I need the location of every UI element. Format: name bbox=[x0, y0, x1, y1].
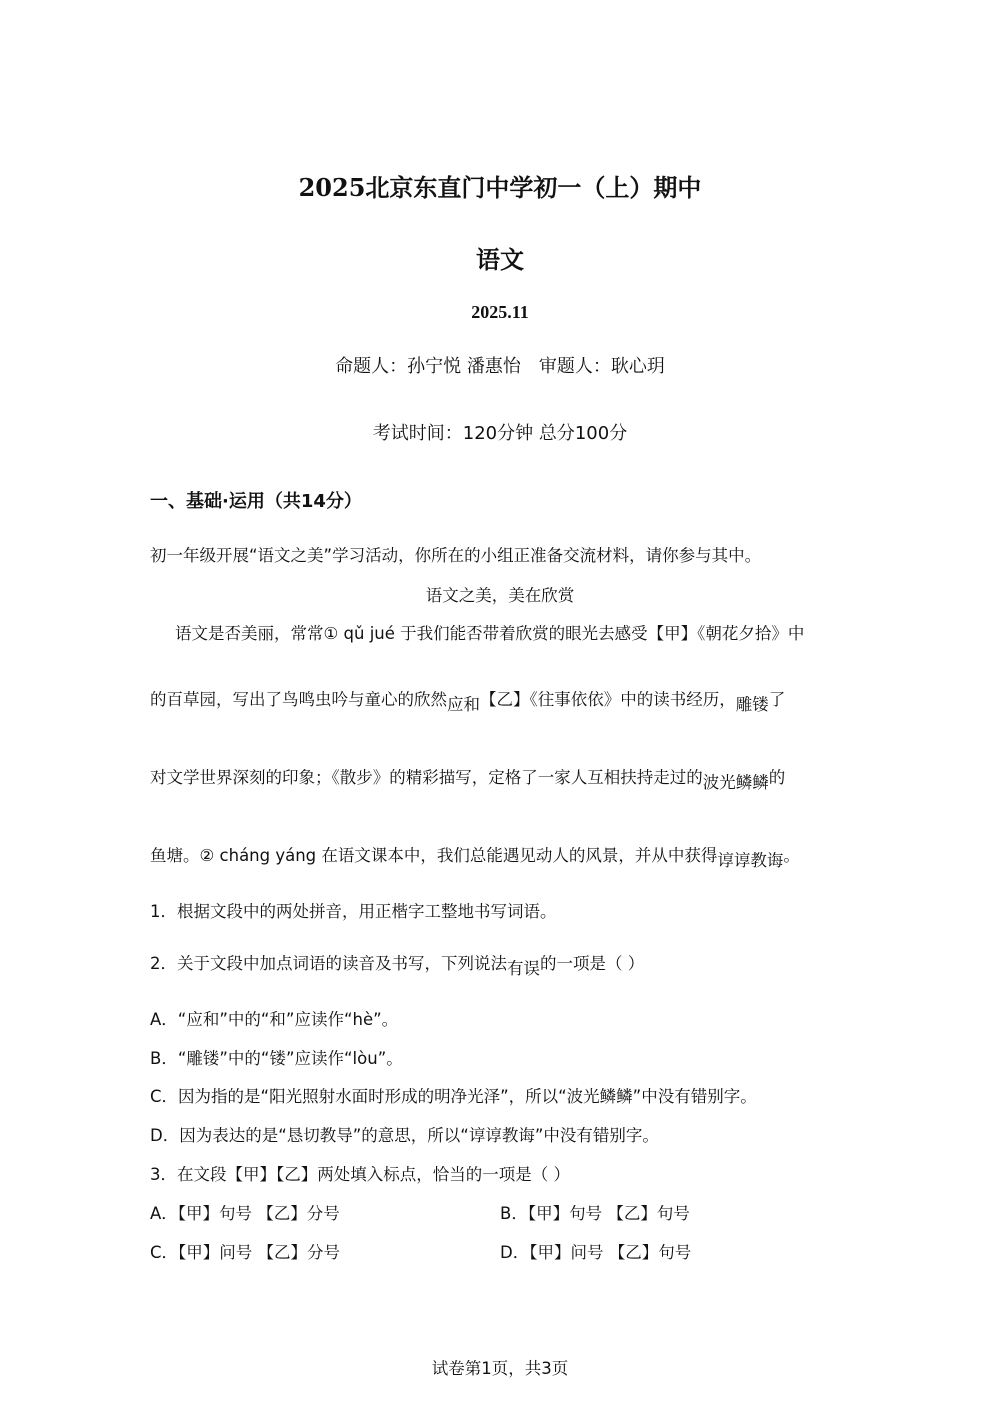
q3-option-b: B．【甲】句号 【乙】句号 bbox=[500, 1204, 690, 1223]
q3-option-a: A．【甲】句号 【乙】分号 bbox=[150, 1204, 340, 1223]
question-text: 的一项是（ ） bbox=[540, 954, 645, 973]
exam-title: 2025北京东直门中学初一（上）期中 bbox=[298, 173, 702, 202]
passage-line-1: 语文是否美丽，常常① qǔ jué 于我们能否带着欣赏的眼光去感受【甲】《朝花夕拾》中 bbox=[175, 624, 805, 643]
q2-option-c: C．因为指的是“阳光照射水面时形成的明净光泽”，所以“波光鳞鳞”中没有错别字。 bbox=[150, 1087, 757, 1106]
emphasis-word: 有误 bbox=[507, 959, 540, 978]
passage-line-2 bbox=[150, 686, 786, 714]
subject-title: 语文 bbox=[476, 246, 524, 274]
question-1: 1．根据文段中的两处拼音，用正楷字工整地书写词语。 bbox=[150, 902, 557, 921]
passage-text: 。 bbox=[783, 846, 800, 865]
question-text: 2．关于文段中加点词语的读音及书写，下列说法 bbox=[150, 954, 507, 973]
q2-option-b: B．“雕镂”中的“镂”应读作“lòu”。 bbox=[150, 1049, 403, 1068]
section-heading: 一、基础·运用（共14分） bbox=[150, 491, 362, 512]
section-intro: 初一年级开展“语文之美”学习活动，你所在的小组正准备交流材料，请你参与其中。 bbox=[150, 546, 762, 565]
passage-text: 了 bbox=[768, 690, 786, 709]
passage-text: 【乙】《往事依依》中的读书经历， bbox=[480, 690, 736, 709]
authors-line: 命题人：孙宁悦 潘惠怡 审题人：耿心玥 bbox=[335, 356, 665, 377]
passage-line-3 bbox=[150, 764, 786, 792]
q3-option-d: D．【甲】问号 【乙】句号 bbox=[500, 1243, 692, 1262]
passage-text: 的 bbox=[768, 768, 786, 787]
q2-option-a: A．“应和”中的“和”应读作“hè”。 bbox=[150, 1010, 399, 1029]
q2-option-d: D．因为表达的是“恳切教导”的意思，所以“谆谆教诲”中没有错别字。 bbox=[150, 1126, 659, 1145]
passage-text: 鱼塘。② cháng yáng 在语文课本中，我们总能遇见动人的风景，并从中获得 bbox=[150, 846, 718, 865]
question-3: 3．在文段【甲】【乙】两处填入标点，恰当的一项是（ ） bbox=[150, 1165, 570, 1184]
passage-text: 对文学世界深刻的印象；《散步》的精彩描写，定格了一家人互相扶持走过的 bbox=[150, 768, 703, 787]
q3-option-c: C．【甲】问号 【乙】分号 bbox=[150, 1243, 341, 1262]
passage-text: 的百草园，写出了鸟鸣虫吟与童心的欣然 bbox=[150, 690, 447, 709]
dotted-word-yinghe: 应和 bbox=[447, 695, 480, 714]
question-2 bbox=[150, 950, 645, 978]
exam-date: 2025.11 bbox=[471, 302, 529, 322]
exam-time-line: 考试时间：120分钟 总分100分 bbox=[372, 423, 628, 444]
passage-title: 语文之美，美在欣赏 bbox=[425, 586, 575, 605]
dotted-word-boguang: 波光鳞鳞 bbox=[702, 773, 769, 792]
page-footer: 试卷第1页，共3页 bbox=[431, 1359, 569, 1378]
passage-line-4 bbox=[150, 842, 800, 870]
dotted-word-dialou: 雕镂 bbox=[735, 695, 769, 714]
dotted-word-zhunzhun: 谆谆教诲 bbox=[717, 851, 784, 870]
